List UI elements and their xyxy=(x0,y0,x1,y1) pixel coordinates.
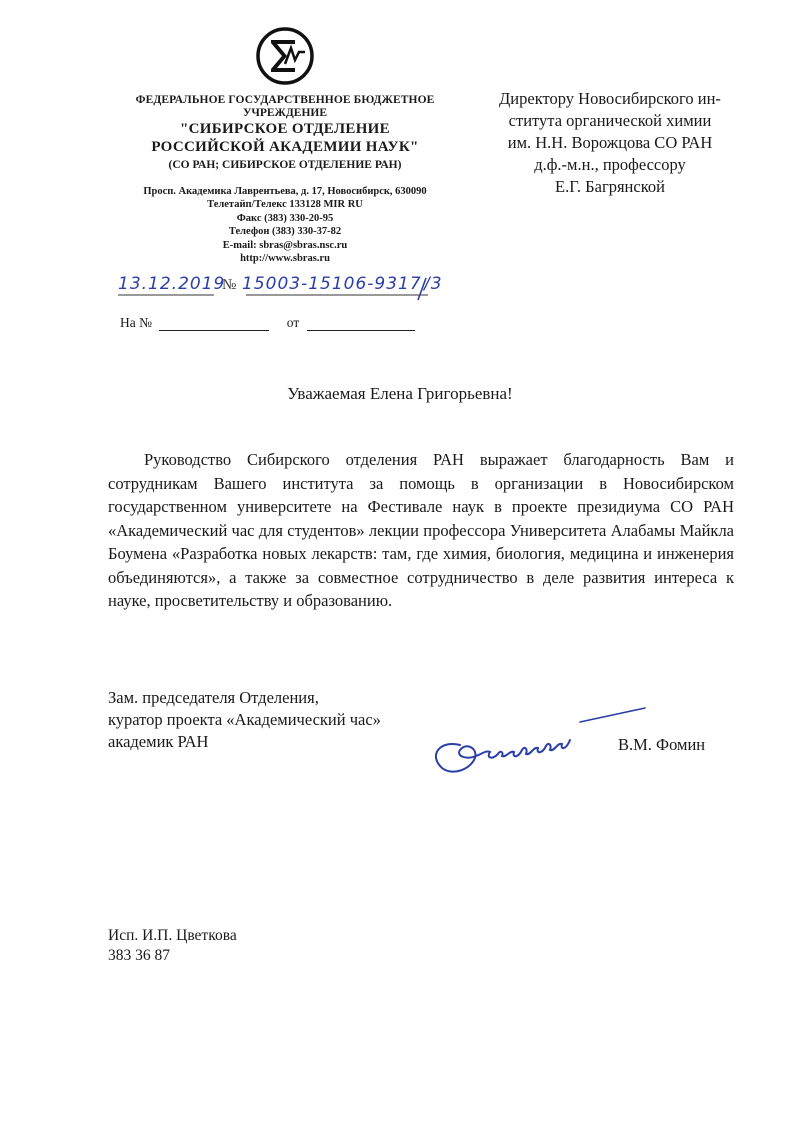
org-type-line2: УЧРЕЖДЕНИЕ xyxy=(242,107,328,119)
addressee-line: Е.Г. Багрянской xyxy=(555,177,665,196)
addressee-block xyxy=(470,88,750,198)
contact-website: http://www.sbras.ru xyxy=(240,253,330,265)
organization-header xyxy=(120,94,450,173)
registration-suffix: /3 xyxy=(424,274,443,294)
reference-no-blank xyxy=(159,316,269,331)
signer-line: академик РАН xyxy=(108,732,209,751)
reference-line xyxy=(120,315,415,331)
signer-line: Зам. председателя Отделения, xyxy=(108,688,319,707)
addressee-line: д.ф.-м.н., профессору xyxy=(534,155,686,174)
signer-name: В.М. Фомин xyxy=(618,735,706,754)
reference-from-label: от xyxy=(286,315,300,330)
so-ran-logo-icon xyxy=(255,26,315,86)
registration-date: 13.12.2019 xyxy=(118,274,226,294)
contact-telex: Телетайп/Телекс 133128 MIR RU xyxy=(207,199,363,211)
reference-no-label: На № xyxy=(120,315,152,330)
registration-number: 15003-15106-9317 xyxy=(242,274,422,294)
registration-number-label: № xyxy=(222,277,237,293)
reference-from-blank xyxy=(307,316,415,331)
contact-fax: Факс (383) 330-20-95 xyxy=(236,212,334,224)
executor-phone: 383 36 87 xyxy=(108,947,170,964)
contact-phone: Телефон (383) 330-37-82 xyxy=(228,226,342,238)
contact-address: Просп. Академика Лаврентьева, д. 17, Новосибирск, 630090 xyxy=(143,186,427,197)
addressee-line: Директору Новосибирского ин- xyxy=(499,89,721,108)
greeting: Уважаемая Елена Григорьевна! xyxy=(287,384,513,403)
executor-name: Исп. И.П. Цветкова xyxy=(108,927,237,944)
signer-position xyxy=(108,687,381,753)
org-name-line2: РОССИЙСКОЙ АКАДЕМИИ НАУК" xyxy=(151,139,419,155)
registration-stamp xyxy=(118,272,458,304)
letter-body: Руководство Сибирского отделения РАН выражает благодарность Вам и сотрудникам Вашего института за помощь в организации в Новосибирском государственном университете на Фестивале наук в проекте президиума СО РАН «Академический час для студентов» лекции профессора Университета Алабамы Майкла Боумена «Разработка новых лекарств: там, где химия, биология, медицина и инженерия объединяются», а также за совместное сотрудничество в деле развития интереса к науке, просветительству и образованию. xyxy=(108,450,734,610)
org-name-line1: "СИБИРСКОЕ ОТДЕЛЕНИЕ xyxy=(180,121,390,137)
contact-email: E-mail: sbras@sbras.nsc.ru xyxy=(222,239,348,251)
org-short-name: (СО РАН; СИБИРСКОЕ ОТДЕЛЕНИЕ РАН) xyxy=(168,159,402,171)
addressee-line: ститута органической химии xyxy=(508,111,712,130)
signer-line: куратор проекта «Академический час» xyxy=(108,710,381,729)
executor-info xyxy=(108,926,237,966)
org-type-line1: ФЕДЕРАЛЬНОЕ ГОСУДАРСТВЕННОЕ БЮДЖЕТНОЕ xyxy=(135,94,435,106)
addressee-line: им. Н.Н. Ворожцова СО РАН xyxy=(507,133,713,152)
org-contacts xyxy=(120,185,450,265)
